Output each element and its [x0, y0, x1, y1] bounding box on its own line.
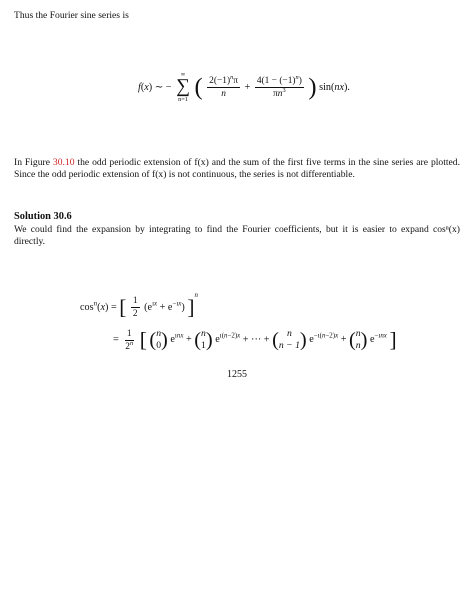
cos-expansion-line-1: $\cos^n(x)$ = [ $\frac{1}{2}$ $(e^{ıx} + e^{-ıx})$ ]$^n$ [80, 292, 198, 319]
figure-paragraph [14, 157, 460, 181]
cos-expansion-line-2: = $\frac{1}{2^n}$ [ ( n 0 ) $e^{ınx}$ + ( n 1 ) $e^{ı(n-2)x}$ + ··· + ( n n − 1 ) $e^{-ı(n-2)x}$ + ( n n ) $e^{-ınx}$ ] [113, 327, 397, 352]
ellipsis: + ··· + [242, 334, 270, 346]
binomial-n-1: ( n 1 ) [194, 328, 213, 352]
summation-sign: ∞ ∑ n=1 [176, 71, 190, 103]
figure-paragraph-rest: the odd periodic extension of f(x) and the sum of the first five terms in the sine series are plotted. Since the odd periodic extension of f(x) is not continuous, the series is not differentiable. [14, 157, 460, 181]
binomial-n-0: ( n 0 ) [149, 328, 168, 352]
sum-lower-limit: n=1 [178, 95, 188, 103]
intro-text: Thus the Fourier sine series is [14, 10, 129, 21]
figure-paragraph-start: In Figure [14, 157, 53, 168]
cos-lhs: $\cos^n(x)$ = [80, 300, 117, 313]
fraction-2 [255, 73, 304, 100]
exponential-sum: $(e^{ıx} + e^{-ıx})$ [144, 300, 185, 313]
series-lhs: f(x) ∼ − [138, 81, 172, 93]
term-4-exp: $e^{-ınx}$ [369, 333, 387, 346]
fraction-2-denominator: $\pi n^3$ [273, 86, 286, 100]
solution-heading: Solution 30.6 [14, 211, 72, 222]
fraction-1-denominator: n [221, 89, 226, 100]
term-2-exp: $e^{ı(n-2)x}$ [215, 333, 241, 346]
inverse-power-fraction: $\frac{1}{2^n}$ [125, 328, 134, 352]
page-number: 1255 [227, 369, 247, 380]
series-tail: sin(nx). [319, 81, 350, 93]
solution-text: We could find the expansion by integrating to find the Fourier coefficients, but it is easier to expand cosⁿ(x) directly. [14, 224, 460, 248]
sum-upper-limit: ∞ [180, 71, 186, 78]
fraction-2-numerator: $4(1 - (-1)^n)$ [256, 73, 302, 87]
fraction-1-numerator: $2(-1)^n\pi$ [209, 73, 238, 87]
figure-link[interactable]: 30.10 [52, 157, 75, 168]
outer-power: n [194, 292, 198, 300]
term-1-exp: $e^{ınx}$ + [170, 333, 192, 346]
half-fraction: $\frac{1}{2}$ [132, 296, 138, 319]
binomial-n-n: ( n n ) [349, 328, 368, 352]
fourier-series-equation: f(x) ∼ − ∞ ∑ n=1 ( $\frac{2(-1)^n\pi}{n}$ + $\frac{4(1 - (-1)^n)}{\pi n^3}$ ) sin(nx). [138, 71, 350, 103]
fraction-1 [207, 73, 240, 100]
binomial-n-n-minus-1: ( n n − 1 ) [272, 328, 307, 352]
equals-sign: = [113, 334, 119, 346]
plus-sign: + [244, 81, 251, 93]
term-3-exp: $e^{-ı(n-2)x}$ + [309, 333, 347, 346]
